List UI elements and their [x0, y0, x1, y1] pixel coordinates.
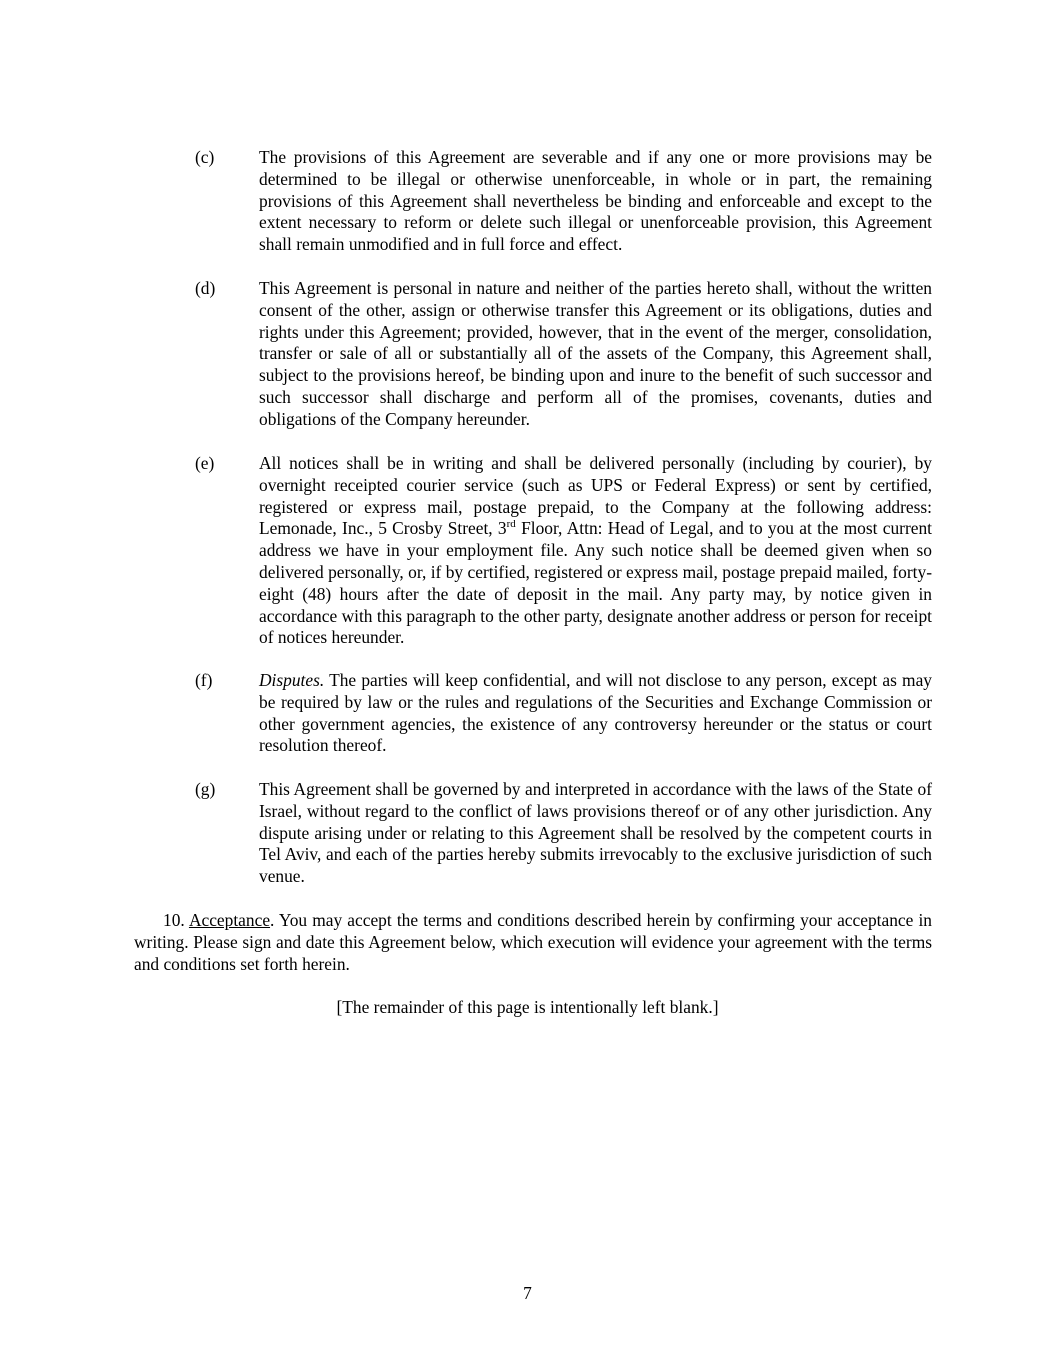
clause-e-text-part2: Floor, Attn: Head of Legal, and to you at the most current address we have in your employment file. Any such notice shall be deemed given when so delivered personally, or, if by certified, registered or express mail, postage prepaid mailed, forty-eight (48) hours after the date of deposit in the mail. Any party may, by notice given in accordance with this paragraph to the other party, designate another address or person for receipt of notices hereunder.: [259, 518, 932, 648]
clause-e: [195, 453, 932, 649]
intentionally-blank-note: [The remainder of this page is intentionally left blank.]: [336, 997, 719, 1017]
clause-text: [259, 670, 932, 757]
clause-text: [259, 453, 932, 649]
clause-e-text: [259, 453, 932, 649]
clause-d: [195, 278, 932, 431]
clause-letter: (g): [195, 779, 216, 799]
clause-f-heading: Disputes.: [259, 670, 325, 690]
clause-f: [195, 670, 932, 757]
clause-text: [259, 147, 932, 256]
clause-letter: (d): [195, 278, 216, 298]
clause-text: [259, 278, 932, 431]
page-number: 7: [523, 1283, 532, 1303]
clause-text: [259, 779, 932, 888]
clause-letter: (e): [195, 453, 215, 473]
section-body: . You may accept the terms and conditions described herein by confirming your acceptance in writing. Please sign and date this Agreement below, which execution will evidence your agreement with the terms and conditions set forth herein.: [134, 910, 933, 974]
clause-f-text: [259, 670, 932, 757]
clause-c-text: The provisions of this Agreement are severable and if any one or more provisions may be determined to be illegal or otherwise unenforceable, in whole or in part, the remaining provisions of this Agreement shall nevertheless be binding and enforceable and except to the extent necessary to reform or delete such illegal or unenforceable provision, this Agreement shall remain unmodified and in full force and effect.: [259, 147, 932, 255]
ordinal-suffix: rd: [506, 518, 516, 531]
clause-letter: (c): [195, 147, 215, 167]
clause-e-text-part1: All notices shall be in writing and shall be delivered personally (including by courier), by overnight receipted courier service (such as UPS or Federal Express) or sent by certified, registered or express mail, postage prepaid, to the Company at the following address: Lemonade, Inc., 5 Crosby Street, 3: [259, 453, 932, 539]
clause-f-body: The parties will keep confidential, and will not disclose to any person, except as may be required by law or the rules and regulations of the Securities and Exchange Commission or other government agencies, the existence of any controversy hereunder or the status or court resolution thereof.: [259, 670, 932, 756]
clause-c: [195, 147, 932, 256]
clause-letter: (f): [195, 670, 213, 690]
clause-g: [195, 779, 932, 888]
section-10-acceptance: [134, 910, 932, 975]
clause-d-text: This Agreement is personal in nature and neither of the parties hereto shall, without the written consent of the other, assign or otherwise transfer this Agreement or its obligations, duties and rights under this Agreement; provided, however, that in the event of the merger, consolidation, transfer or sale of all or substantially all of the assets of the Company, this Agreement shall, subject to the provisions hereof, be binding upon and inure to the benefit of such successor and such successor shall discharge and perform all of the promises, covenants, duties and obligations of the Company hereunder.: [259, 278, 932, 429]
clause-g-text: This Agreement shall be governed by and interpreted in accordance with the laws of the State of Israel, without regard to the conflict of laws provisions thereof or of any other jurisdiction. Any dispute arising under or relating to this Agreement shall be resolved by the competent courts in Tel Aviv, and each of the parties hereby submits irrevocably to the exclusive jurisdiction of such venue.: [259, 779, 932, 887]
section-number: 10.: [163, 910, 185, 930]
section-heading: Acceptance: [188, 910, 271, 930]
